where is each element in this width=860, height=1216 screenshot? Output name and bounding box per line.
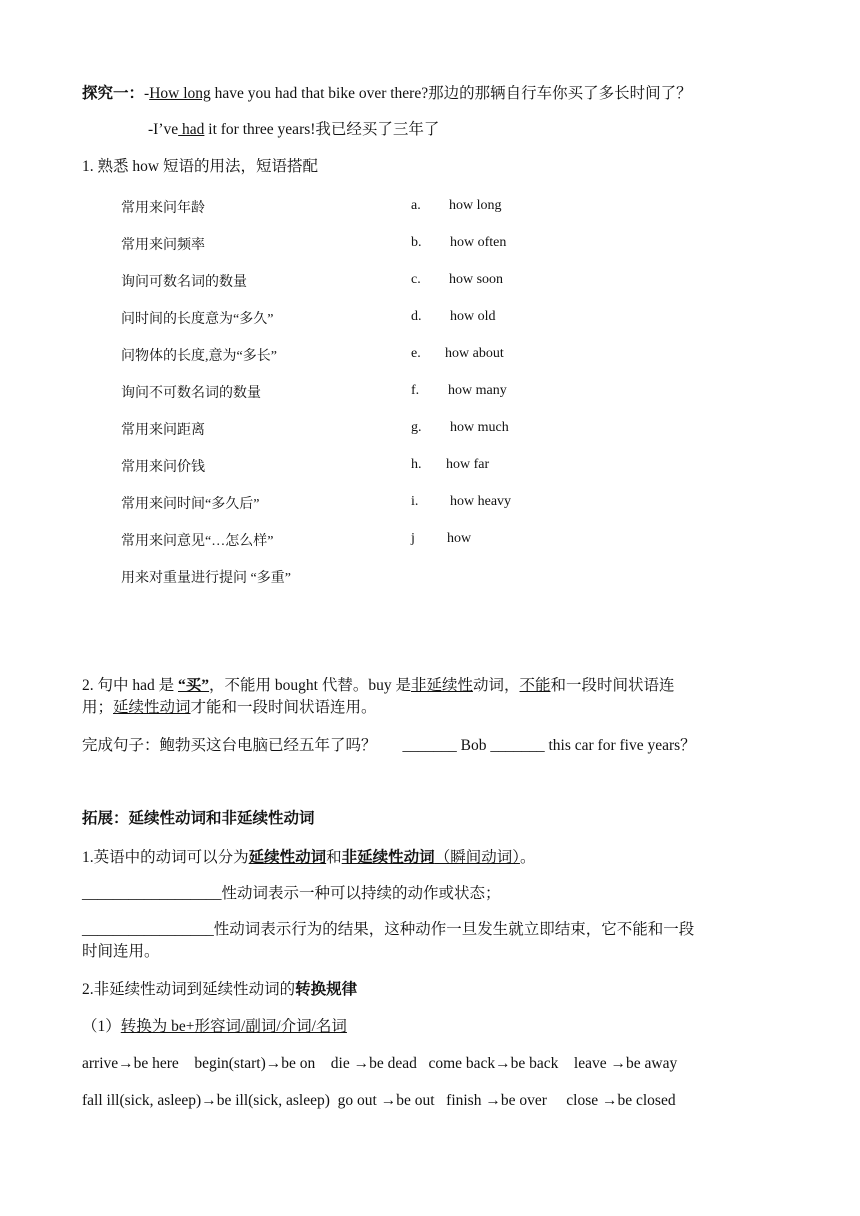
answer-rest: it for three years!我已经买了三年了 bbox=[204, 121, 440, 138]
match-left-item: 用来对重量进行提问 “多重” bbox=[121, 571, 291, 586]
match-phrase: how bbox=[447, 531, 472, 546]
task2-text-a: 2. 句中 had 是 bbox=[82, 677, 179, 694]
sub-rule-text: 转换为 be+形容词/副词/介词/名词 bbox=[120, 1018, 347, 1035]
fill-blank-1[interactable]: __________________ bbox=[82, 885, 222, 902]
question-how-long: How long bbox=[149, 85, 211, 102]
explore-question bbox=[82, 84, 692, 104]
example-line-2: fall ill(sick, asleep)→be ill(sick, asleep) go out →be out finish →be over close →be closed bbox=[82, 1092, 676, 1109]
task2-text-e: 用； bbox=[82, 699, 114, 716]
task2-paragraph-line1 bbox=[82, 676, 675, 696]
answer-had: had bbox=[178, 121, 205, 138]
match-left-item: 询问可数名词的数量 bbox=[121, 275, 247, 290]
fill-line-1 bbox=[82, 884, 501, 904]
sub-rule-num: （1） bbox=[82, 1018, 121, 1035]
fill-line-2b: 时间连用。 bbox=[82, 943, 160, 960]
sub-rule-1 bbox=[82, 1017, 347, 1037]
rule-a: 2.非延续性动词到延续性动词的 bbox=[82, 981, 296, 998]
match-letter: i. bbox=[411, 494, 419, 509]
extend-point1 bbox=[82, 848, 535, 868]
example-line-1: arrive→be here begin(start)→be on die →be dead come back→be back leave →be away bbox=[82, 1055, 678, 1072]
question-dash: - bbox=[144, 85, 150, 102]
task2-buneng: 不能 bbox=[519, 677, 551, 694]
match-letter: e. bbox=[411, 346, 421, 361]
answer-start: -I’ve bbox=[148, 121, 179, 138]
match-letter: d. bbox=[411, 309, 422, 324]
match-phrase: how far bbox=[446, 457, 490, 472]
match-left-item: 常用来问价钱 bbox=[121, 460, 205, 475]
complete-bob: Bob bbox=[456, 737, 491, 754]
match-letter: a. bbox=[411, 198, 421, 213]
match-left-item: 常用来问距离 bbox=[121, 423, 205, 438]
match-left-item: 常用来问时间“多久后” bbox=[121, 497, 260, 512]
match-letter: b. bbox=[411, 235, 422, 250]
fill-text-1: 性动词表示一种可以持续的动作或状态； bbox=[221, 885, 501, 902]
match-left-item: 常用来问意见“…怎么样” bbox=[121, 534, 274, 549]
fill-line-2 bbox=[82, 920, 694, 940]
extend-heading: 拓展：延续性动词和非延续性动词 bbox=[82, 810, 315, 827]
task2-mai: “买” bbox=[178, 677, 210, 694]
match-phrase: how much bbox=[450, 420, 509, 435]
complete-rest: this car for five years？ bbox=[544, 737, 696, 754]
rule-heading bbox=[82, 980, 357, 1000]
match-phrase: how old bbox=[450, 309, 496, 324]
task2-paragraph-line2 bbox=[82, 698, 377, 718]
match-letter: h. bbox=[411, 457, 422, 472]
rule-b: 转换规律 bbox=[295, 981, 358, 998]
task2-yanxu-verb: 延续性动词 bbox=[113, 699, 191, 716]
task2-text-c: 动词， bbox=[472, 677, 520, 694]
match-phrase: how many bbox=[448, 383, 507, 398]
fill-text-2a: 性动词表示行为的结果，这种动作一旦发生就立即结束，它不能和一段 bbox=[213, 921, 695, 938]
match-letter: j bbox=[411, 531, 415, 546]
extend-yanxu: 延续性动词 bbox=[248, 849, 327, 866]
task2-fei-yanxu: 非延续性 bbox=[410, 677, 473, 694]
extend-fei-yanxu: 非延续性动词 bbox=[341, 849, 435, 866]
match-left-item: 常用来问年龄 bbox=[121, 201, 205, 216]
match-phrase: how often bbox=[450, 235, 507, 250]
extend-p1-f: 。 bbox=[519, 849, 536, 866]
match-phrase: how about bbox=[445, 346, 504, 361]
question-rest: have you had that bike over there?那边的那辆自行车你买了多长时间了？ bbox=[210, 85, 692, 102]
match-left-item: 常用来问频率 bbox=[121, 238, 205, 253]
explore-answer bbox=[148, 120, 439, 140]
complete-label: 完成句子：鲍勃买这台电脑已经五年了吗？ bbox=[82, 737, 377, 754]
match-left-item: 问物体的长度,意为“多长” bbox=[121, 349, 277, 364]
match-letter: c. bbox=[411, 272, 421, 287]
blank-1[interactable]: _______ bbox=[402, 737, 457, 754]
match-left-item: 询问不可数名词的数量 bbox=[121, 386, 261, 401]
task1-title: 1. 熟悉 how 短语的用法，短语搭配 bbox=[82, 158, 318, 175]
match-phrase: how soon bbox=[449, 272, 504, 287]
complete-sentence bbox=[82, 736, 696, 756]
blank-2[interactable]: _______ bbox=[490, 737, 545, 754]
extend-p1-c: 和 bbox=[326, 849, 342, 866]
explore-heading: 探究一： bbox=[82, 85, 145, 102]
match-phrase: how heavy bbox=[450, 494, 512, 509]
match-left-item: 问时间的长度意为“多久” bbox=[121, 312, 274, 327]
task2-text-d: 和一段时间状语连 bbox=[550, 677, 675, 694]
fill-blank-2[interactable]: _________________ bbox=[82, 921, 214, 938]
match-letter: g. bbox=[411, 420, 422, 435]
extend-shunjian: （瞬间动词） bbox=[434, 849, 520, 866]
task2-text-b: ，不能用 bought 代替。buy 是 bbox=[209, 677, 411, 694]
match-phrase: how long bbox=[449, 198, 502, 213]
task2-text-f: 才能和一段时间状语连用。 bbox=[190, 699, 377, 716]
match-letter: f. bbox=[411, 383, 420, 398]
extend-p1-a: 1.英语中的动词可以分为 bbox=[82, 849, 249, 866]
